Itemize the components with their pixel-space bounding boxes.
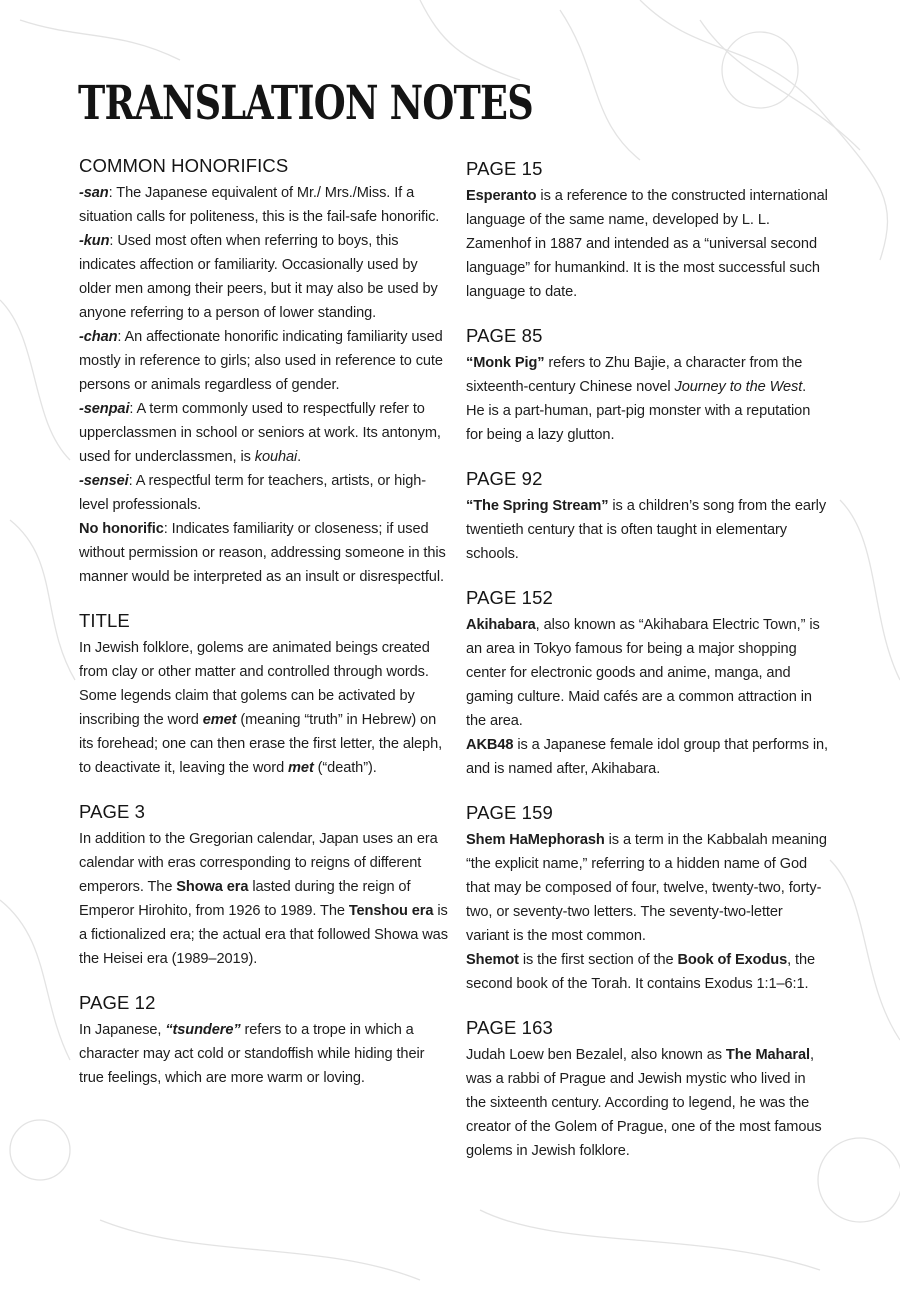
note-text [466, 733, 828, 781]
honorific-italic-word: kouhai [254, 449, 298, 465]
section-page-152 [466, 586, 828, 781]
section-title-note [79, 609, 451, 780]
bold-term: Shemot [466, 952, 519, 968]
honorific-kun [79, 229, 451, 325]
emphasis-word: “tsundere” [165, 1022, 241, 1038]
bold-term: AKB48 [466, 737, 514, 753]
text-run: lasted during the reign of Emperor Hirohito, from 1926 to 1989. The [79, 879, 411, 919]
honorific-text-end: . [297, 449, 302, 465]
honorific-text: : Used most often when referring to boys, this indicates affection or familiarity. Occasionally used by older men among their peers, but it may also be used by anyone referring to a person of lower standing. [79, 233, 438, 321]
section-heading: PAGE 159 [466, 802, 553, 823]
bold-term: “Monk Pig” [466, 355, 545, 371]
text-run: is a Japanese female idol group that performs in, and is named after, Akihabara. [466, 737, 828, 777]
note-text [79, 1018, 451, 1090]
section-page-92 [466, 467, 828, 566]
honorific-text: : A respectful term for teachers, artists, or high-level professionals. [79, 473, 427, 513]
section-heading: TITLE [79, 610, 130, 631]
page-title: TRANSLATION NOTES [78, 76, 533, 131]
honorific-text: : An affectionate honorific indicating familiarity used mostly in reference to girls; also used in reference to cute persons or animals regardless of gender. [79, 329, 443, 393]
text-run: , the second book of the Torah. It contains Exodus 1:1–6:1. [466, 952, 816, 992]
bold-term: Akihabara [466, 617, 536, 633]
bold-term: Esperanto [466, 188, 537, 204]
section-common-honorifics [79, 154, 451, 589]
bold-term: Showa era [176, 879, 249, 895]
section-heading: COMMON HONORIFICS [79, 155, 289, 176]
honorific-term: -san [79, 185, 109, 201]
honorific-term: No honorific [79, 521, 164, 537]
text-run: In Japanese, [79, 1022, 166, 1038]
section-heading: PAGE 92 [466, 468, 543, 489]
section-heading: PAGE 3 [79, 801, 146, 822]
text-run: In Jewish folklore, golems are animated beings created from clay or other matter and controlled through words. Some legends claim that golems can be activated by inscribing the word [79, 640, 430, 728]
emphasis-word: emet [202, 712, 237, 728]
text-run: is a children’s song from the early twentieth century that is often taught in elementary schools. [466, 498, 827, 562]
honorific-san [79, 181, 451, 229]
honorific-term: -chan [79, 329, 118, 345]
note-text [466, 1043, 828, 1163]
bold-term: Shem HaMephorash [466, 832, 605, 848]
bold-term: Book of Exodus [677, 952, 788, 968]
honorific-senpai [79, 397, 451, 469]
note-text [79, 827, 451, 971]
honorific-text: : Indicates familiarity or closeness; if used without permission or reason, addressing someone in this manner would be interpreted as an insult or disrespectful. [79, 521, 446, 585]
section-page-163 [466, 1016, 828, 1163]
note-text [466, 184, 828, 304]
text-run: (“death”). [313, 760, 377, 776]
section-page-159 [466, 801, 828, 996]
emphasis-word: met [288, 760, 314, 776]
text-run: (meaning “truth” in Hebrew) on its forehead; one can then erase the first letter, the aleph, to deactivate it, leaving the word [79, 712, 443, 776]
text-run: . He is a part-human, part-pig monster with a reputation for being a lazy glutton. [466, 379, 811, 443]
italic-title: Journey to the West [674, 379, 803, 395]
text-run: is a term in the Kabbalah meaning “the explicit name,” referring to a hidden name of God that may be composed of four, twelve, twenty-two, forty-two, or seventy-two letters. The seventy-two-letter variant is the most common. [466, 832, 827, 944]
text-run: , was a rabbi of Prague and Jewish mystic who lived in the sixteenth century. According to legend, he was the creator of the Golem of Prague, one of the most famous golems in Jewish folklore. [466, 1047, 822, 1159]
bold-term: The Maharal [725, 1047, 810, 1063]
section-heading: PAGE 152 [466, 587, 553, 608]
bold-term: Tenshou era [348, 903, 434, 919]
honorific-text: : The Japanese equivalent of Mr./ Mrs./Miss. If a situation calls for politeness, this is the fail-safe honorific. [79, 185, 440, 225]
note-text [466, 828, 828, 948]
section-page-15 [466, 157, 828, 304]
section-page-3 [79, 800, 451, 971]
right-column [466, 157, 828, 1183]
section-page-12 [79, 991, 451, 1090]
text-run: refers to Zhu Bajie, a character from the sixteenth-century Chinese novel [466, 355, 803, 395]
text-run: is the first section of the [518, 952, 678, 968]
text-run: In addition to the Gregorian calendar, Japan uses an era calendar with eras corresponding to reigns of different emperors. The [79, 831, 438, 895]
section-heading: PAGE 12 [79, 992, 156, 1013]
honorific-text: : A term commonly used to respectfully refer to upperclassmen in school or seniors at work. Its antonym, used for underclassmen, is [79, 401, 441, 465]
honorific-none [79, 517, 451, 589]
honorific-sensei [79, 469, 451, 517]
note-text [466, 351, 828, 447]
text-run: is a reference to the constructed international language of the same name, developed by L. L. Zamenhof in 1887 and intended as a “universal second language” for humankind. It is the most successful such language to date. [466, 188, 828, 300]
note-text [466, 494, 828, 566]
text-run: Judah Loew ben Bezalel, also known as [466, 1047, 726, 1063]
note-text [466, 613, 828, 733]
text-run: is a fictionalized era; the actual era that followed Showa was the Heisei era (1989–2019). [79, 903, 448, 967]
note-text [466, 948, 828, 996]
text-run: , also known as “Akihabara Electric Town,” is an area in Tokyo famous for being a major shopping center for electronic goods and anime, manga, and gaming culture. Maid cafés are a common attraction in the area. [466, 617, 820, 729]
section-heading: PAGE 85 [466, 325, 543, 346]
section-heading: PAGE 15 [466, 158, 543, 179]
honorific-term: -sensei [79, 473, 129, 489]
honorific-chan [79, 325, 451, 397]
note-text [79, 636, 451, 780]
bold-term: “The Spring Stream” [466, 498, 609, 514]
section-page-85 [466, 324, 828, 447]
text-run: refers to a trope in which a character may act cold or standoffish while hiding their true feelings, which are more warm or loving. [79, 1022, 425, 1086]
honorific-term: -senpai [79, 401, 130, 417]
section-heading: PAGE 163 [466, 1017, 553, 1038]
honorific-term: -kun [79, 233, 110, 249]
left-column [79, 154, 451, 1110]
